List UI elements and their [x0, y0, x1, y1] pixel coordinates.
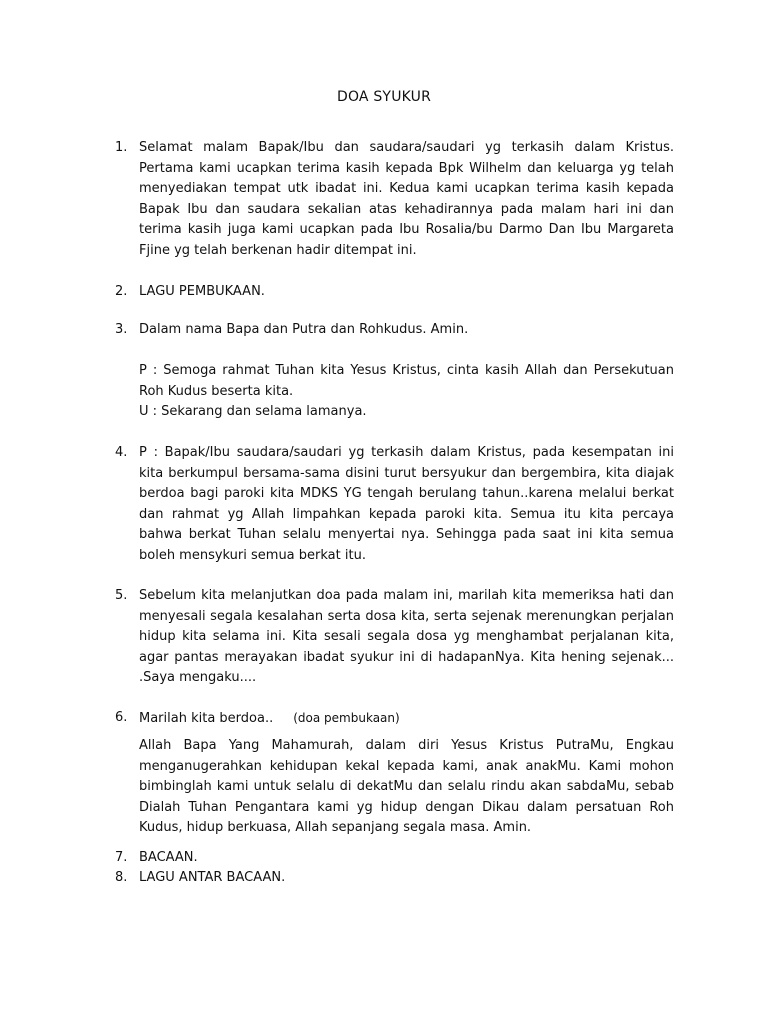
list-item-number: 1. — [115, 140, 128, 155]
page-title: DOA SYUKUR — [336, 89, 432, 105]
people-response-line: U : Sekarang dan selama lamanya. — [139, 404, 367, 419]
list-item-label: Marilah kita berdoa.. — [139, 711, 274, 726]
list-item-text — [139, 708, 674, 730]
list-item-number: 8. — [115, 870, 128, 885]
list-item-number: 4. — [115, 445, 128, 460]
list-item-text: Sebelum kita melanjutkan doa pada malam ini, marilah kita memeriksa hati dan menyesali segala kesalahan serta dosa kita, serta sejenak merenungkan perjalan hidup kita selama ini. Kita sesali segala dosa yg menghambat perjalanan kita, agar pantas merayakan ibadat syukur ini di hadapanNya. Kita hening sejenak... .Saya mengaku.... — [139, 588, 674, 685]
list-item-number: 7. — [115, 850, 128, 865]
list-item-number: 5. — [115, 588, 128, 603]
priest-line: P : Semoga rahmat Tuhan kita Yesus Kristus, cinta kasih Allah dan Persekutuan Roh Kudus beserta kita. — [139, 363, 674, 399]
list-item-text: Selamat malam Bapak/Ibu dan saudara/saudari yg terkasih dalam Kristus. Pertama kami ucapkan terima kasih kepada Bpk Wilhelm dan keluarga yg telah menyediakan tempat utk ibadat ini. Kedua kami ucapkan terima kasih kepada Bapak Ibu dan saudara sekalian atas kehadirannya pada malam hari ini dan terima kasih juga kami ucapkan pada Ibu Rosalia/bu Darmo Dan Ibu Margareta Fjine yg telah berkenan hadir ditempat ini. — [139, 140, 674, 258]
list-item-text: Dalam nama Bapa dan Putra dan Rohkudus. Amin. — [139, 322, 469, 337]
list-item-number: 2. — [115, 284, 128, 299]
list-item-text: LAGU PEMBUKAAN. — [139, 284, 265, 299]
list-item-note: (doa pembukaan) — [293, 711, 400, 725]
list-item-text: LAGU ANTAR BACAAN. — [139, 870, 286, 885]
list-item-text: P : Bapak/Ibu saudara/saudari yg terkasih dalam Kristus, pada kesempatan ini kita berkumpul bersama-sama disini turut bersyukur dan bergembira, kita diajak berdoa bagi paroki kita MDKS YG tengah berulang tahun..karena melalui berkat dan rahmat yg Allah limpahkan kepada paroki kita. Semua itu kita percaya bahwa berkat Tuhan selalu menyertai nya. Sehingga pada saat ini kita semua boleh mensykuri semua berkat itu. — [139, 445, 674, 563]
list-item-number: 6. — [115, 710, 128, 725]
list-item-text: BACAAN. — [139, 850, 198, 865]
opening-prayer-text: Allah Bapa Yang Mahamurah, dalam diri Yesus Kristus PutraMu, Engkau menganugerahkan kehidupan kekal kepada kami, anak anakMu. Kami mohon bimbinglah kami untuk selalu di dekatMu dan selalu rindu akan sabdaMu, sebab Dialah Tuhan Pengantara kami yg hidup dengan Dikau dalam persatuan Roh Kudus, hidup berkuasa, Allah sepanjang segala masa. Amin. — [139, 738, 674, 835]
list-item-number: 3. — [115, 322, 128, 337]
